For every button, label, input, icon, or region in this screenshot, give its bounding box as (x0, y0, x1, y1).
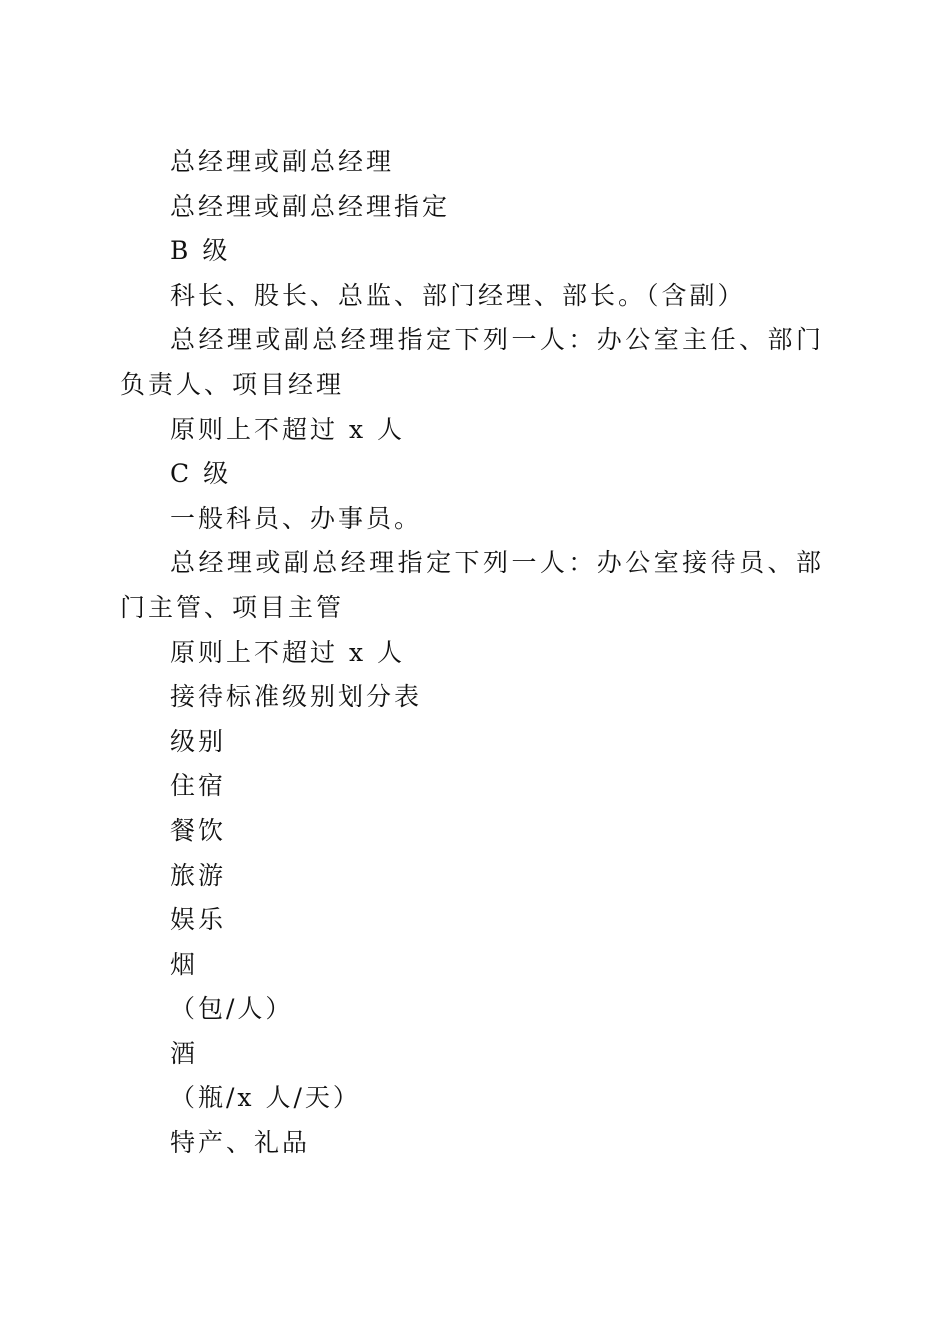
paragraph: 一般科员、办事员。 (170, 503, 423, 533)
table-header-cell: （包/人） (170, 994, 294, 1024)
table-header-cell: 烟 (170, 949, 199, 979)
paragraph: 总经理或副总经理指定下列一人：办公室接待员、部门主管、项目主管 (120, 548, 824, 622)
table-header-cell: 酒 (170, 1038, 199, 1068)
paragraph: 总经理或副总经理 (170, 147, 395, 176)
grade-heading-c: C 级 (170, 459, 232, 489)
table-header-cell: 特产、礼品 (170, 1128, 311, 1158)
table-header-cell: （瓶/x 人/天） (170, 1083, 361, 1113)
table-header-cell: 娱乐 (170, 905, 227, 935)
paragraph: 总经理或副总经理指定 (170, 191, 451, 221)
table-header-cell: 级别 (170, 726, 227, 756)
paragraph: 原则上不超过 x 人 (170, 637, 405, 667)
grade-heading-b: B 级 (170, 236, 231, 266)
document-body (120, 140, 824, 1166)
table-title: 接待标准级别划分表 (170, 682, 423, 712)
table-header-cell: 旅游 (170, 860, 227, 890)
paragraph: 科长、股长、总监、部门经理、部长。（含副） (170, 280, 746, 310)
table-header-cell: 餐饮 (170, 815, 227, 845)
paragraph: 总经理或副总经理指定下列一人：办公室主任、部门负责人、项目经理 (120, 325, 824, 399)
paragraph: 原则上不超过 x 人 (170, 414, 405, 444)
table-header-cell: 住宿 (170, 771, 227, 801)
